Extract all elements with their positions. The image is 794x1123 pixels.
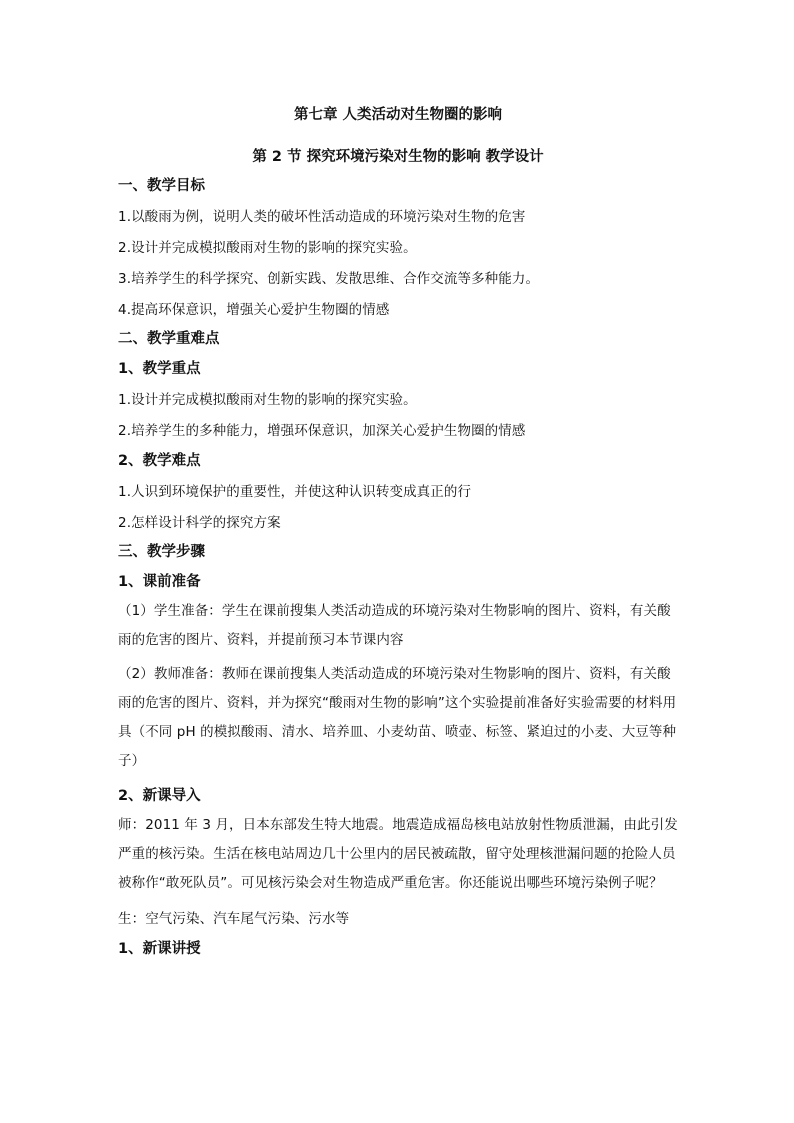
key-point-item-1: 1.设计并完成模拟酸雨对生物的影响的探究实验。 xyxy=(118,392,417,408)
objective-item-2: 2.设计并完成模拟酸雨对生物的影响的探究实验。 xyxy=(118,240,417,256)
objective-item-1: 1.以酸雨为例，说明人类的破坏性活动造成的环境污染对生物的危害 xyxy=(118,209,526,225)
heading-lesson-introduction: 2、新课导入 xyxy=(118,788,201,804)
difficult-point-item-1: 1.人识到环境保护的重要性，并使这种认识转变成真正的行 xyxy=(118,484,472,500)
heading-key-points: 1、教学重点 xyxy=(118,361,201,377)
heading-difficult-points: 2、教学难点 xyxy=(118,453,201,469)
heading-teaching-objectives: 一、教学目标 xyxy=(118,178,205,194)
section-title: 第 2 节 探究环境污染对生物的影响 教学设计 xyxy=(252,149,544,165)
heading-new-lesson: 1、新课讲授 xyxy=(118,941,201,957)
heading-key-difficult-points: 二、教学重难点 xyxy=(118,331,220,347)
preparation-students: （1）学生准备：学生在课前搜集人类活动造成的环境污染对生物影响的图片、资料，有关酸雨的危害的图片、资料，并提前预习本节课内容 xyxy=(118,603,671,648)
heading-teaching-steps: 三、教学步骤 xyxy=(118,544,205,560)
introduction-teacher: 师：2011 年 3 月，日本东部发生特大地震。地震造成福岛核电站放射性物质泄漏，由此引发严重的核污染。生活在核电站周边几十公里内的居民被疏散，留守处理核泄漏问题的抢险人员被称作“敢死队员”。可见核污染会对生物造成严重危害。你还能说出哪些环境污染例子呢？ xyxy=(118,817,678,891)
key-point-item-2: 2.培养学生的多种能力，增强环保意识，加深关心爱护生物圈的情感 xyxy=(118,423,526,439)
document-body xyxy=(118,105,678,959)
objective-item-4: 4.提高环保意识，增强关心爱护生物圈的情感 xyxy=(118,302,390,318)
chapter-title: 第七章 人类活动对生物圈的影响 xyxy=(293,107,503,123)
objective-item-3: 3.培养学生的科学探究、创新实践、发散思维、合作交流等多种能力。 xyxy=(118,271,540,287)
preparation-teacher: （2）教师准备：教师在课前搜集人类活动造成的环境污染对生物影响的图片、资料，有关酸雨的危害的图片、资料，并为探究“酸雨对生物的影响”这个实验提前准备好实验需要的材料用具（不同 pH 的模拟酸雨、清水、培养皿、小麦幼苗、喷壶、标签、紧迫过的小麦、大豆等种子） xyxy=(118,666,677,769)
introduction-student: 生：空气污染、汽车尾气污染、污水等 xyxy=(118,911,350,927)
heading-preparation: 1、课前准备 xyxy=(118,574,201,590)
difficult-point-item-2: 2.怎样设计科学的探究方案 xyxy=(118,515,281,531)
